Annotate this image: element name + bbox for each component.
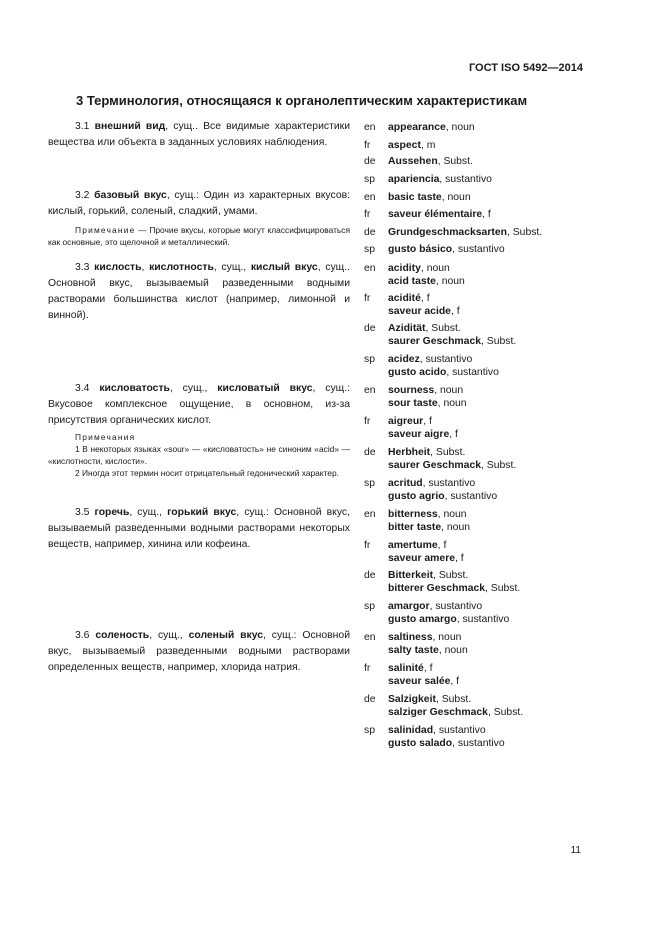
part-of-speech: , Subst. <box>481 336 517 347</box>
lang-code: de <box>364 156 376 167</box>
equiv-term: bitterness <box>388 509 438 520</box>
page-number: 11 <box>570 845 581 856</box>
term-3-6 <box>48 628 350 676</box>
equiv-row <box>364 292 460 318</box>
part-of-speech: , sustantivo <box>452 244 505 255</box>
lang-code: sp <box>364 601 375 612</box>
part-of-speech: , sustantivo <box>433 725 486 736</box>
part-of-speech: , sustantivo <box>444 491 498 502</box>
lang-code: fr <box>364 416 371 427</box>
equiv-term: saurer Geschmack <box>388 336 481 347</box>
equiv-term: salinidad <box>388 725 434 736</box>
part-of-speech: , noun <box>434 385 464 396</box>
lang-code: en <box>364 385 376 396</box>
part-of-speech: , Subst. <box>487 707 524 718</box>
equiv-term: salty taste <box>388 645 439 656</box>
lang-code: en <box>364 509 376 520</box>
term-3-2 <box>48 188 350 220</box>
part-of-speech: , noun <box>437 509 467 520</box>
equiv-row <box>364 539 464 565</box>
equiv-term: bitter taste <box>388 522 442 533</box>
equiv-term: Grundgeschmacksarten <box>388 227 507 238</box>
separator: , <box>141 262 150 273</box>
separator: , сущ., <box>169 383 218 394</box>
term-definition: , сущ.: Вкусовое комплексное ощущение, в основном, из-за присутствия органических кислот. <box>48 383 350 426</box>
part-of-speech: , sustantivo <box>456 614 510 625</box>
lang-code: sp <box>364 174 375 185</box>
equiv-row <box>364 631 468 657</box>
term-number: 3.5 <box>75 507 90 518</box>
section-title: 3 Терминология, относящаяся к органолептическим характеристикам <box>76 93 528 108</box>
term-name: кислый вкус <box>250 262 318 273</box>
notes-3-4 <box>48 431 350 479</box>
part-of-speech: , f <box>437 540 447 551</box>
equiv-row <box>364 121 475 134</box>
lang-code: en <box>364 192 376 203</box>
lang-code: en <box>364 122 376 133</box>
equiv-term: saltiness <box>388 632 433 643</box>
equiv-term: gusto amargo <box>388 614 457 625</box>
equiv-row <box>364 569 520 595</box>
equiv-row <box>364 508 470 534</box>
part-of-speech: , noun <box>445 122 475 133</box>
term-name: кисловатый вкус <box>217 383 313 394</box>
lang-code: fr <box>364 140 371 151</box>
standard-number: ГОСТ ISO 5492—2014 <box>468 62 583 74</box>
equiv-term: gusto acido <box>388 367 447 378</box>
part-of-speech: , sustantivo <box>419 354 473 365</box>
part-of-speech: , f <box>455 553 464 564</box>
separator: , сущ., <box>129 507 168 518</box>
equiv-term: salziger Geschmack <box>388 707 488 718</box>
note-label: Примечание <box>75 225 136 235</box>
equiv-row <box>364 155 473 168</box>
term-name: базовый вкус <box>94 190 167 201</box>
term-3-1 <box>48 119 350 151</box>
term-number: 3.6 <box>75 630 90 641</box>
part-of-speech: , Subst. <box>437 156 473 167</box>
equiv-term: gusto agrio <box>388 491 445 502</box>
term-definition: , сущ.. Все видимые характеристики вещества или объекта в заданных условиях наблюдения. <box>48 121 350 148</box>
part-of-speech: , f <box>450 306 460 317</box>
term-3-4 <box>48 381 350 429</box>
term-name: горечь <box>94 507 130 518</box>
equiv-term: saveur amere <box>388 553 456 564</box>
part-of-speech: , sustantivo <box>439 174 492 185</box>
equiv-term: acid taste <box>388 276 436 287</box>
equiv-term: gusto básico <box>388 244 453 255</box>
equiv-row <box>364 662 459 688</box>
term-name: кислость <box>94 262 142 273</box>
equiv-term: Salzigkeit <box>388 694 436 705</box>
part-of-speech: , f <box>450 676 460 687</box>
term-definition: , сущ.. Основной вкус, вызываемый разведенными водными растворами большинства кислот (например, лимонной и винной). <box>48 262 350 321</box>
equiv-term: saveur aigre <box>388 429 450 440</box>
part-of-speech: , f <box>423 663 433 674</box>
equiv-term: sourness <box>388 385 435 396</box>
equiv-term: Azidität <box>388 323 426 334</box>
lang-code: sp <box>364 725 375 736</box>
term-definition: , сущ.: Основной вкус, вызываемый разведенными водными растворами определенных веществ, например, хлорида натрия. <box>48 630 351 673</box>
part-of-speech: , sustantivo <box>422 478 476 489</box>
equiv-row <box>364 262 465 288</box>
lang-code: fr <box>364 540 371 551</box>
equiv-term: Bitterkeit <box>388 570 434 581</box>
equiv-term: appearance <box>388 122 446 133</box>
note-text: 1 В некоторых языках «sour» — «кисловатость» не синоним «acid» — «кислотности, кислости». <box>48 444 350 466</box>
lang-code: sp <box>364 354 375 365</box>
separator: , сущ., <box>213 262 251 273</box>
part-of-speech: , Subst. <box>481 460 517 471</box>
part-of-speech: , Subst. <box>430 447 466 458</box>
part-of-speech: , f <box>482 209 491 220</box>
equiv-row <box>364 139 435 152</box>
lang-code: de <box>364 323 376 334</box>
term-name: соленость <box>95 630 150 641</box>
part-of-speech: , Subst. <box>425 323 461 334</box>
lang-code: fr <box>364 209 371 220</box>
equiv-row <box>364 173 492 186</box>
equiv-term: sour taste <box>388 398 438 409</box>
note-text: — Прочие вкусы, которые могут классифицироваться как основные, это щелочной и металлический. <box>48 225 350 247</box>
equiv-term: amertume <box>388 540 438 551</box>
equiv-term: acidity <box>388 263 421 274</box>
note-3-2 <box>48 224 350 248</box>
equiv-term: saveur élémentaire <box>388 209 483 220</box>
equiv-row <box>364 446 516 472</box>
equiv-row <box>364 693 523 719</box>
equiv-term: bitterer Geschmack <box>388 583 486 594</box>
term-number: 3.4 <box>75 383 90 394</box>
lang-code: de <box>364 694 376 705</box>
equiv-term: basic taste <box>388 192 442 203</box>
term-name: внешний вид <box>94 121 166 132</box>
equiv-row <box>364 384 467 410</box>
lang-code: en <box>364 263 376 274</box>
lang-code: fr <box>364 663 371 674</box>
equiv-row <box>364 415 458 441</box>
equiv-term: gusto salado <box>388 738 453 749</box>
equiv-row <box>364 477 497 503</box>
equiv-term: acidité <box>388 293 421 304</box>
equiv-term: acritud <box>388 478 423 489</box>
lang-code: en <box>364 632 376 643</box>
part-of-speech: , sustantivo <box>446 367 499 378</box>
term-name: кислотность <box>149 262 214 273</box>
part-of-speech: , Subst. <box>485 583 521 594</box>
part-of-speech: , f <box>449 429 458 440</box>
lang-code: de <box>364 570 376 581</box>
part-of-speech: , m <box>420 140 436 151</box>
note-label: Примечания <box>75 432 136 442</box>
equiv-term: saveur acide <box>388 306 451 317</box>
term-3-3 <box>48 260 350 324</box>
term-definition: , сущ.: Основной вкус, вызываемый разведенными водными растворами некоторых веществ, например, хинина или кофеина. <box>48 507 351 550</box>
equiv-row <box>364 226 542 239</box>
part-of-speech: , noun <box>441 522 471 533</box>
part-of-speech: , Subst. <box>506 227 543 238</box>
part-of-speech: , noun <box>435 276 465 287</box>
part-of-speech: , Subst. <box>433 570 469 581</box>
part-of-speech: , f <box>420 293 430 304</box>
equiv-row <box>364 724 505 750</box>
note-text: 2 Иногда этот термин носит отрицательный гедонический характер. <box>75 468 339 478</box>
lang-code: de <box>364 447 376 458</box>
part-of-speech: , sustantivo <box>452 738 505 749</box>
lang-code: sp <box>364 478 375 489</box>
term-name: соленый вкус <box>188 630 263 641</box>
part-of-speech: , noun <box>438 645 468 656</box>
lang-code: fr <box>364 293 371 304</box>
term-name: кисловатость <box>99 383 170 394</box>
term-number: 3.2 <box>75 190 90 201</box>
equiv-term: saveur salée <box>388 676 451 687</box>
term-name: горький вкус <box>167 507 237 518</box>
equiv-term: saurer Geschmack <box>388 460 481 471</box>
equiv-term: Aussehen <box>388 156 438 167</box>
part-of-speech: , noun <box>437 398 467 409</box>
equiv-term: amargor <box>388 601 430 612</box>
equiv-row <box>364 243 505 256</box>
equiv-row <box>364 191 471 204</box>
equiv-row <box>364 322 516 348</box>
lang-code: sp <box>364 244 375 255</box>
part-of-speech: , noun <box>420 263 450 274</box>
equiv-term: aspect <box>388 140 421 151</box>
term-number: 3.3 <box>75 262 90 273</box>
term-definition: , сущ.: Один из характерных вкусов: кислый, горький, соленый, сладкий, умами. <box>48 190 351 217</box>
term-3-5 <box>48 505 350 553</box>
part-of-speech: , noun <box>441 192 471 203</box>
equiv-row <box>364 600 509 626</box>
part-of-speech: , Subst. <box>435 694 472 705</box>
term-number: 3.1 <box>75 121 90 132</box>
part-of-speech: , f <box>423 416 432 427</box>
equiv-term: aigreur <box>388 416 424 427</box>
lang-code: de <box>364 227 376 238</box>
equiv-term: salinité <box>388 663 424 674</box>
equiv-row <box>364 353 499 379</box>
equiv-row <box>364 208 491 221</box>
part-of-speech: , noun <box>432 632 462 643</box>
equiv-term: Herbheit <box>388 447 431 458</box>
separator: , сущ., <box>149 630 189 641</box>
equiv-term: apariencia <box>388 174 440 185</box>
part-of-speech: , sustantivo <box>429 601 483 612</box>
equiv-term: acidez <box>388 354 420 365</box>
